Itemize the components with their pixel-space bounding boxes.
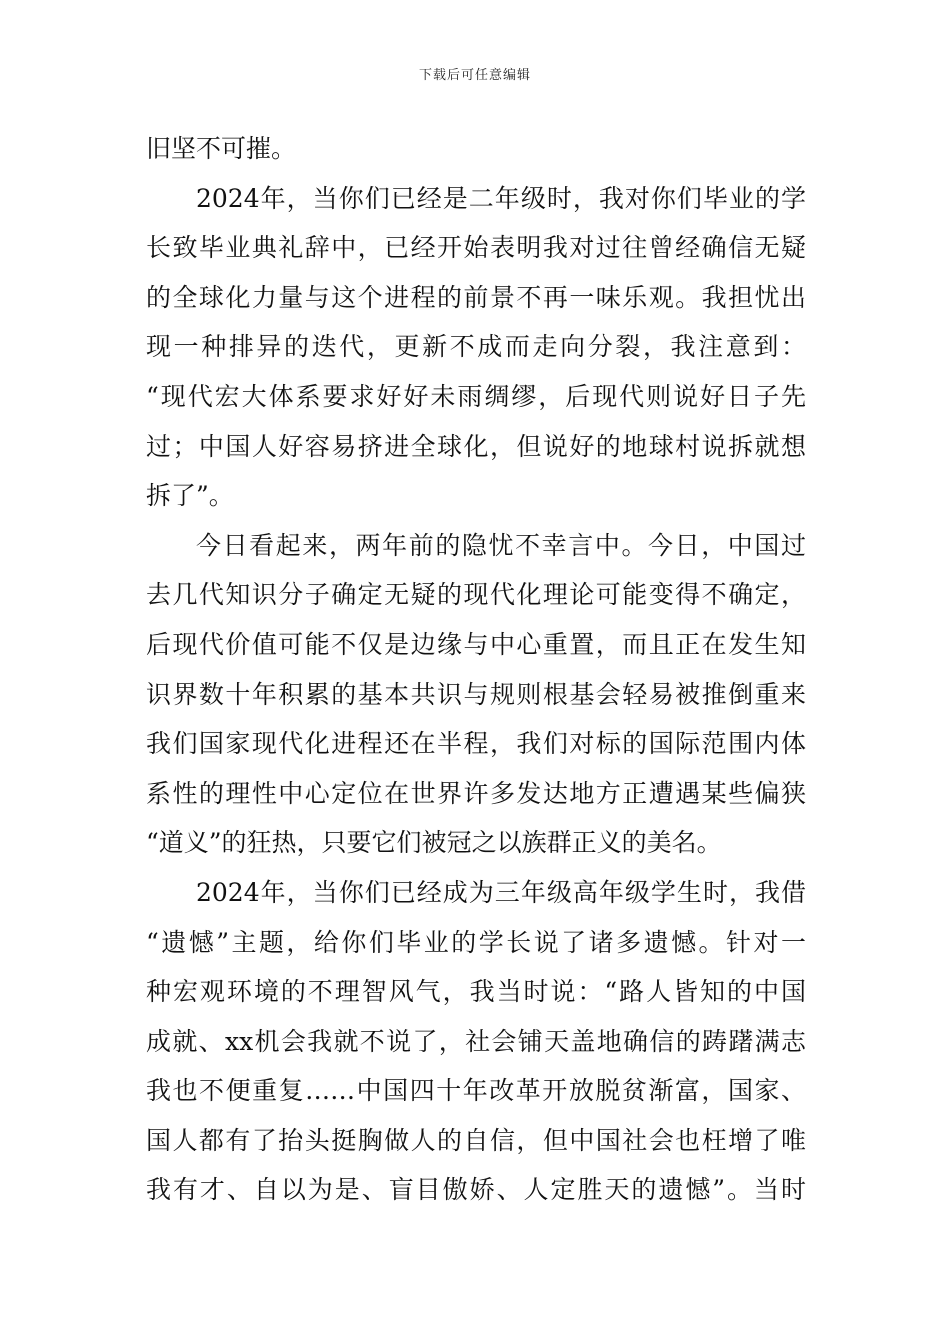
text-line: 成就、xx机会我就不说了，社会铺天盖地确信的踌躇满志 (146, 1026, 806, 1056)
text-line: 长致毕业典礼辞中，已经开始表明我对过往曾经确信无疑 (146, 233, 806, 263)
text-line: 识界数十年积累的基本共识与规则根基会轻易被推倒重来 (146, 679, 806, 709)
text-line: “遗憾”主题，给你们毕业的学长说了诸多遗憾。针对一 (146, 927, 806, 957)
text-line: “道义”的狂热，只要它们被冠之以族群正义的美名。 (146, 828, 722, 858)
text-line: 后现代价值可能不仅是边缘与中心重置，而且正在发生知 (146, 629, 806, 659)
text-line: 现一种排异的迭代，更新不成而走向分裂，我注意到： (146, 332, 806, 362)
text-line: 国人都有了抬头挺胸做人的自信，但中国社会也枉增了唯 (146, 1125, 806, 1155)
text-line: 我也不便重复……中国四十年改革开放脱贫渐富，国家、 (146, 1076, 806, 1106)
paragraph-first-line: 今日看起来，两年前的隐忧不幸言中。今日，中国过 (196, 530, 806, 560)
text-line: 种宏观环境的不理智风气，我当时说：“路人皆知的中国 (146, 977, 806, 1007)
document-body (146, 124, 806, 1215)
text-line: “现代宏大体系要求好好未雨绸缪，后现代则说好日子先 (146, 381, 806, 411)
text-line: 我们国家现代化进程还在半程，我们对标的国际范围内体 (146, 729, 806, 759)
page-header: 下载后可任意编辑 (418, 68, 531, 83)
text-line: 拆了”。 (146, 481, 234, 511)
text-line: 旧坚不可摧。 (146, 134, 297, 163)
text-line: 去几代知识分子确定无疑的现代化理论可能变得不确定， (146, 580, 806, 610)
text-line: 系性的理性中心定位在世界许多发达地方正遭遇某些偏狭 (146, 778, 806, 808)
text-line: 过；中国人好容易挤进全球化，但说好的地球村说拆就想 (146, 431, 806, 461)
text-line: 的全球化力量与这个进程的前景不再一味乐观。我担忧出 (146, 282, 806, 312)
paragraph-first-line: 2024年，当你们已经成为三年级高年级学生时，我借 (196, 877, 806, 907)
paragraph-first-line: 2024年，当你们已经是二年级时，我对你们毕业的学 (196, 183, 806, 213)
text-line: 我有才、自以为是、盲目傲娇、人定胜天的遗憾”。当时 (146, 1175, 806, 1205)
